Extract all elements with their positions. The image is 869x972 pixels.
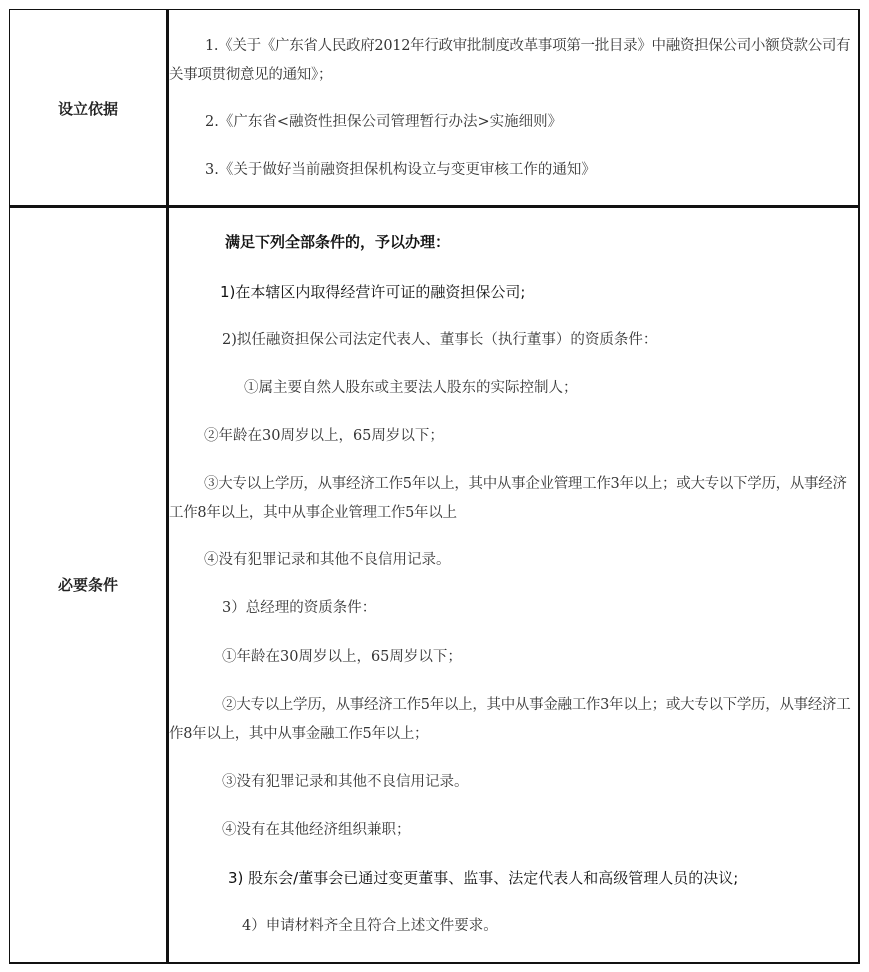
condition-3-item-4: ④没有在其他经济组织兼职；: [222, 822, 411, 838]
condition-2-item-1: ①属主要自然人股东或主要法人股东的实际控制人；: [244, 380, 578, 396]
basis-item-2: 2.《广东省<融资性担保公司管理暂行办法>实施细则》: [205, 114, 563, 130]
condition-3-item-1: ①年龄在30周岁以上，65周岁以下；: [222, 649, 462, 665]
basis-item-1: 1.《关于《广东省人民政府2012年行政审批制度改革事项第一批目录》中融资担保公司小额贷款公司有关事项贯彻意见的通知》；: [169, 38, 851, 83]
table-left-border: [9, 9, 10, 964]
condition-1: 1)在本辖区内取得经营许可证的融资担保公司;: [220, 283, 526, 301]
condition-3-item-2: ②大专以上学历，从事经济工作5年以上，其中从事金融工作3年以上；或大专以下学历，从事经济工作8年以上，其中从事金融工作5年以上；: [169, 697, 851, 742]
basis-item-3: 3.《关于做好当前融资担保机构设立与变更审核工作的通知》: [205, 162, 596, 178]
conditions-intro: 满足下列全部条件的，予以办理：: [225, 233, 451, 251]
table-right-border: [858, 9, 860, 964]
condition-4: 3) 股东会/董事会已通过变更董事、监事、法定代表人和高级管理人员的决议;: [228, 869, 739, 887]
table-top-border: [9, 9, 860, 10]
row-label-conditions: 必要条件: [57, 576, 118, 594]
condition-5: 4）申请材料齐全且符合上述文件要求。: [242, 918, 498, 934]
condition-2-item-2: ②年龄在30周岁以上，65周岁以下；: [204, 428, 444, 444]
condition-3: 3）总经理的资质条件：: [222, 600, 377, 616]
condition-2-item-3: ③大专以上学历，从事经济工作5年以上，其中从事企业管理工作3年以上；或大专以下学历，从事经济工作8年以上，其中从事企业管理工作5年以上: [169, 476, 847, 521]
condition-2-item-4: ④没有犯罪记录和其他不良信用记录。: [204, 552, 451, 568]
row-divider: [9, 205, 860, 208]
row-label-basis: 设立依据: [57, 100, 118, 118]
condition-3-item-3: ③没有犯罪记录和其他不良信用记录。: [222, 774, 469, 790]
table-bottom-border: [9, 962, 860, 964]
condition-2: 2)拟任融资担保公司法定代表人、董事长（执行董事）的资质条件：: [222, 332, 658, 348]
